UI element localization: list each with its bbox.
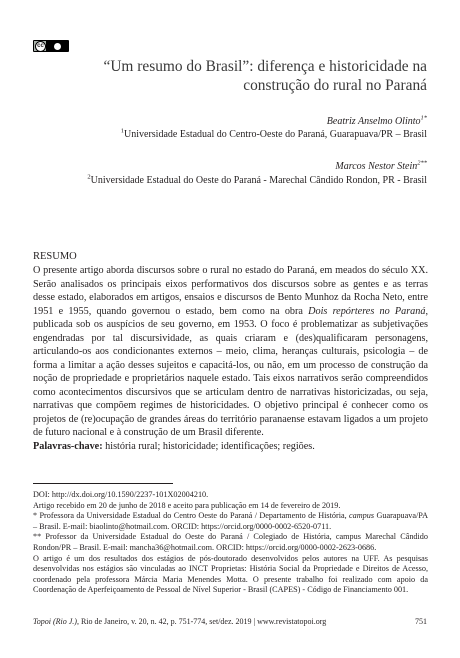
author-1-name: Beatriz Anselmo Olinto	[326, 116, 421, 127]
doi-line[interactable]: DOI: http://dx.doi.org/10.1590/2237-101X02004210.	[33, 490, 209, 499]
keywords-label: Palavras-chave:	[33, 440, 103, 452]
author-2	[335, 161, 427, 172]
article-title: “Um resumo do Brasil”: diferença e historicidade na construção do rural no Paraná	[103, 58, 427, 94]
cc-icon: cc	[35, 41, 46, 52]
received-line: Artigo recebido em 20 de junho de 2018 e aceito para publicação em 14 de fevereiro de 2019.	[33, 500, 341, 510]
affiliation-2	[87, 175, 427, 186]
affiliation-2-text: Universidade Estadual do Oeste do Paraná - Marechal Cândido Rondon, PR - Brasil	[90, 175, 427, 186]
author-1-mark: 1*	[420, 114, 427, 122]
by-person-icon	[46, 41, 68, 51]
abstract-work-title: Dois repórteres no Paraná	[308, 305, 426, 317]
footnote-divider	[33, 483, 173, 484]
footnote-author-2: ** Professor da Universidade Estadual do Oeste do Paraná / Colegiado de História, campus Marechal Cândido Rondon/PR – Brasil. E-mail: mancha36@hotmail.com. ORCID: https://orcid.org/0000-0002-2623-0686.	[33, 532, 428, 552]
footnotes	[33, 490, 428, 596]
affiliation-1-text: Universidade Estadual do Centro-Oeste do Paraná, Guarapuava/PR – Brasil	[124, 129, 427, 140]
page-number: 751	[415, 617, 427, 626]
author-2-name: Marcos Nestor Stein	[335, 161, 418, 172]
footnote-funding: O artigo é um dos resultados dos estágios de pós-doutorado desenvolvidos pelos autores na UFF. As pesquisas desenvolvidas nos estágios são vinculadas ao INCT Proprietas: História Social da Propriedade e Direitos de Acesso, coordenado pela professora Márcia Maria Menendes Motta. O presente trabalho foi realizado com apoio da Coordenação de Aperfeiçoamento de Pessoal de Nível Superior - Brasil (CAPES) - Código de Financiamento 001.	[33, 553, 428, 595]
affiliation-1	[121, 129, 427, 140]
author-1	[327, 116, 427, 127]
abstract-text-a: O presente artigo aborda discursos sobre o rural no estado do Paraná, em meados do século XX. Serão analisados os principais eixos performativos dos discursos sobre as gentes e as terras desse estado, elaborados em artigos, ensaios e discursos de Bento Munhoz da Rocha Neto, entre 1951 e 1955, quando governou o estado, bem como na obra	[33, 265, 428, 317]
abstract-heading: RESUMO	[33, 251, 77, 262]
cc-by-license-badge[interactable]	[33, 40, 69, 52]
abstract-body	[33, 264, 428, 453]
affiliation-2-mark: 2	[87, 173, 91, 181]
keywords: história rural; historicidade; identificações; regiões.	[102, 440, 315, 452]
footnote-author-1: * Professora da Universidade Estadual do Centro Oeste do Paraná / Departamento de História, campus Guarapuava/PA – Brasil. E-mail: biaolinto@hotmail.com. ORCID: https://orcid.org/0000-0002-6520-0711.	[33, 511, 428, 531]
page-footer	[33, 617, 427, 626]
abstract-text-b: , publicada sob os auspícios de seu governo, em 1953. O foco é problematizar as subjetivações engendradas por tal discursividade, as quais criaram e (des)qualificaram personagens, articulando-os aos condicionantes externos – meio, clima, heranças culturais, psicologia – de forma a limitar a ação desses sujeitos e capacitá-los, ou não, em um processo de construção da noção de propriedade e proprietários naquele estado. Tais eixos narrativos serão compreendidos como acontecimentos discursivos que se articulam dentro de narrativas historicizadas, ou seja, narrativas que compõem regimes de historicidades. O objetivo principal é conhecer como os projetos de (re)ocupação de grandes áreas do território paranaense estavam ligados a um projeto de futuro nacional e à construção de um Brasil diferente.	[33, 305, 428, 438]
footer-citation: Topoi (Rio J.), Rio de Janeiro, v. 20, n. 42, p. 751-774, set/dez. 2019 | www.revistatopoi.org	[33, 617, 327, 626]
author-2-mark: 2**	[417, 159, 427, 167]
affiliation-1-mark: 1	[120, 127, 125, 135]
